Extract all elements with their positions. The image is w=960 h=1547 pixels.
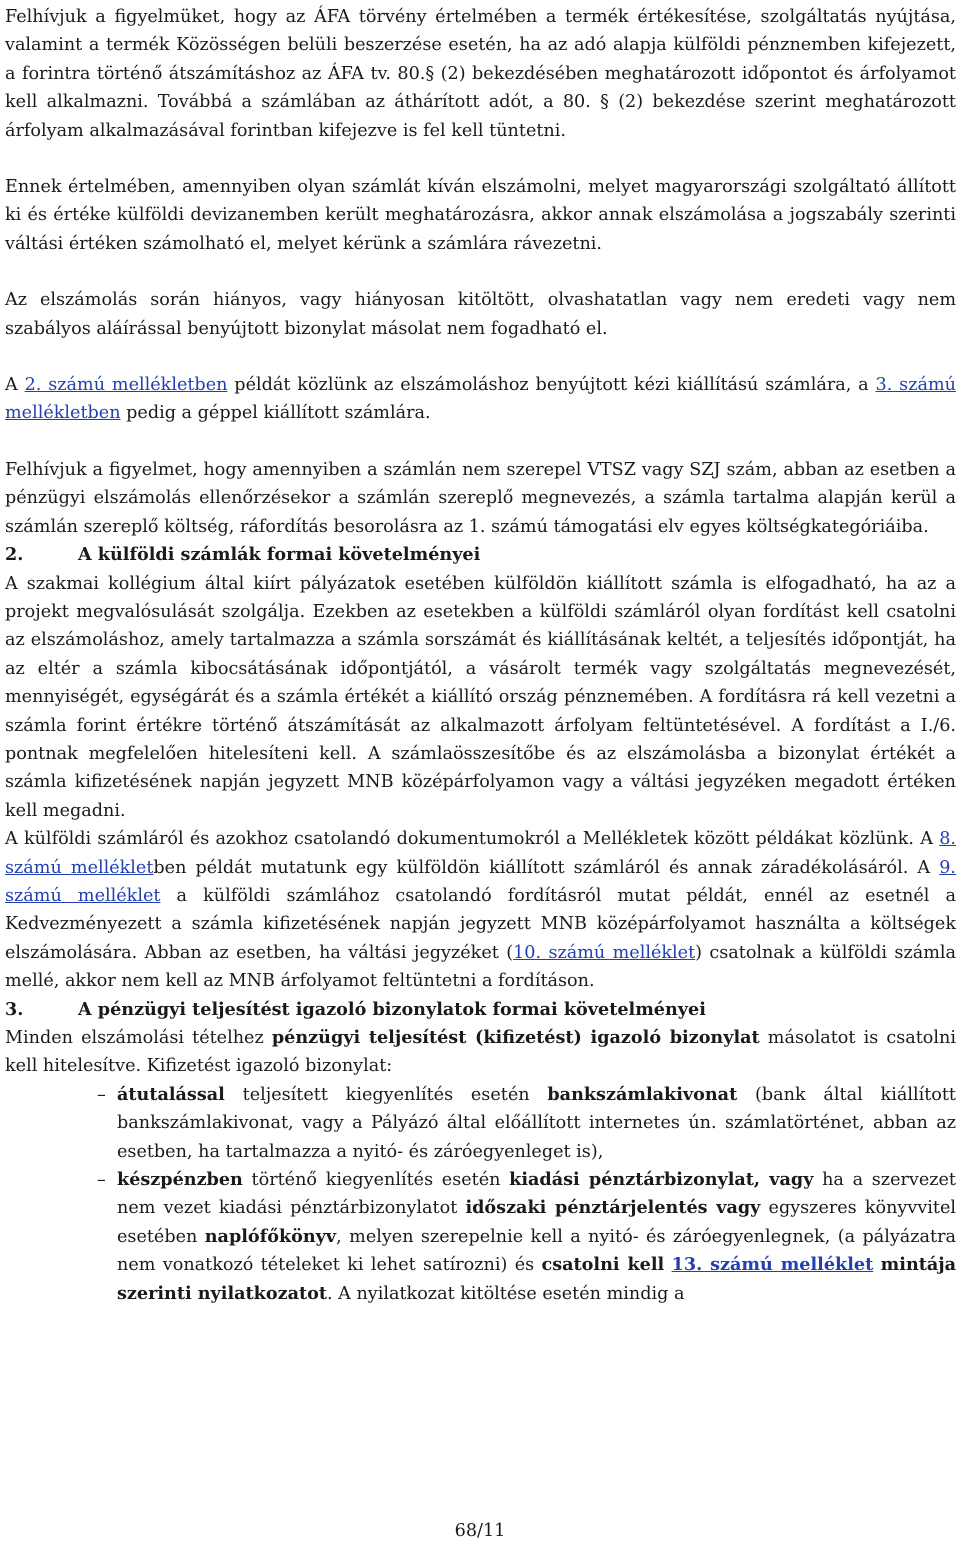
list-item-transfer: – átutalással teljesített kiegyenlítés esetén bankszámlakivonat (bank által kiállított bankszámlakivonat, vagy a Pályázó által előállított internetes ún. számlatörténet, abban az esetben, ha tartalmazza a nyitó- és záróegyenleget is), [103, 1081, 956, 1166]
link-annex-10[interactable]: 10. számú melléklet [513, 942, 696, 963]
section-2-number: 2. [5, 544, 24, 566]
section-2-title: A külföldi számlák formai követelményei [78, 544, 481, 566]
paragraph-payment-proof: Minden elszámolási tételhez pénzügyi teljesítést (kifizetést) igazoló bizonylat másolatot is csatolni kell hitelesítve. Kifizetést igazoló bizonylat: [5, 1027, 956, 1077]
paragraph-foreign-currency: Ennek értelmében, amennyiben olyan számlát kíván elszámolni, melyet magyarországi szolgáltató állított ki és értéke külföldi devizanemben került meghatározásra, akkor annak elszámolása a jogszabály szerinti váltási értéken számolható el, melyet kérünk a számlára rávezetni. [5, 177, 956, 254]
link-annex-9[interactable]: 9. számú melléklet [5, 857, 956, 906]
paragraph-vtsz-notice: Felhívjuk a figyelmet, hogy amennyiben a számlán nem szerepel VTSZ vagy SZJ szám, abban az esetben a pénzügyi elszámolás ellenőrzésekor a számlán szereplő megnevezés, a számla tartalma alapján kerül a számlán szereplő költség, ráfordítás besorolásra az 1. számú támogatási elv egyes költségkategóriáiba. [5, 459, 956, 537]
section-3-heading [5, 996, 956, 1024]
link-annex-13[interactable]: 13. számú melléklet [671, 1254, 874, 1276]
paragraph-invoice-examples: A 2. számú mellékletben példát közlünk az elszámoláshoz benyújtott kézi kiállítású számlára, a 3. számú mellékletben pedig a géppel kiállított számlára. [5, 375, 956, 424]
section-2-heading [5, 541, 956, 569]
page-number: 68/11 [454, 1521, 506, 1541]
section-3-number: 3. [5, 998, 24, 1020]
list-item-cash: – készpénzben történő kiegyenlítés esetén kiadási pénztárbizonylat, vagy ha a szervezet nem vezet kiadási pénztárbizonylatot időszaki pénztárjelentés vagy egyszeres könyvvitel esetében naplófőkönyv, melyen szerepelnie kell a nyitó- és záróegyenlegnek, (a pályázatra nem vonatkozó tételeket ki lehet satírozni) és csatolni kell 13. számú melléklet mintája szerinti nyilatkozatot. A nyilatkozat kitöltése esetén mindig a [103, 1166, 956, 1308]
paragraph-foreign-invoice-annexes: A külföldi számláról és azokhoz csatolandó dokumentumokról a Mellékletek között példákat közlünk. A 8. számú mellékletben példát mutatunk egy külföldön kiállított számláról és annak záradékolásáról. A 9. számú melléklet a külföldi számlához csatolandó fordításról mutat példát, ennél az esetnél a Kedvezményezett a számla kifizetésének napján jegyzett MNB középárfolyamot használta a költségek elszámolására. Abban az esetben, ha váltási jegyzéket (10. számú melléklet) csatolnak a külföldi számla mellé, akkor nem kell az MNB árfolyamot feltüntetni a fordításon. [5, 829, 956, 992]
paragraph-afa-notice: Felhívjuk a figyelmüket, hogy az ÁFA törvény értelmében a termék értékesítése, szolgáltatás nyújtása, valamint a termék Közösségen belüli beszerzése esetén, ha az adó alapja külföldi pénznemben kifejezett, a forintra történő átszámításhoz az ÁFA tv. 80.§ (2) bekezdésében meghatározott időpontot és árfolyamot kell alkalmazni. Továbbá a számlában az áthárított adót, a 80. § (2) bekezdése szerint meghatározott árfolyam alkalmazásával forintban kifejezve is fel kell tüntetni. [5, 7, 956, 141]
link-annex-3[interactable]: 3. számú mellékletben [5, 375, 956, 424]
payment-proof-list [5, 1081, 956, 1308]
paragraph-incomplete-documents: Az elszámolás során hiányos, vagy hiányosan kitöltött, olvashatatlan vagy nem eredeti vagy nem szabályos aláírással benyújtott bizonylat másolat nem fogadható el. [5, 290, 956, 339]
paragraph-foreign-invoices: A szakmai kollégium által kiírt pályázatok esetében külföldön kiállított számla is elfogadható, ha az a projekt megvalósulását szolgálja. Ezekben az esetekben a külföldi számláról olyan fordítást kell csatolni az elszámoláshoz, amely tartalmazza a számla sorszámát és kiállításának keltét, a teljesítés időpontját, ha az eltér a számla kibocsátásának időpontjától, a vásárolt termék vagy szolgáltatás megnevezését, mennyiségét, egységárát és a számla értékét a kiállító ország pénznemében. A fordításra rá kell vezetni a számla forint értékre történő átszámítását az alkalmazott árfolyam feltüntetésével. A fordítást a I./6. pontnak megfelelően hitelesíteni kell. A számlaösszesítőbe és az elszámolásba a bizonylat értékét a számla kifizetésének napján jegyzett MNB középárfolyamon vagy a váltási jegyzéken megadott értéken kell megadni. [5, 573, 956, 821]
link-annex-2[interactable]: 2. számú mellékletben [24, 375, 228, 396]
link-annex-8[interactable]: 8. számú melléklet [5, 829, 956, 878]
section-3-title: A pénzügyi teljesítést igazoló bizonylatok formai követelményei [78, 998, 706, 1020]
